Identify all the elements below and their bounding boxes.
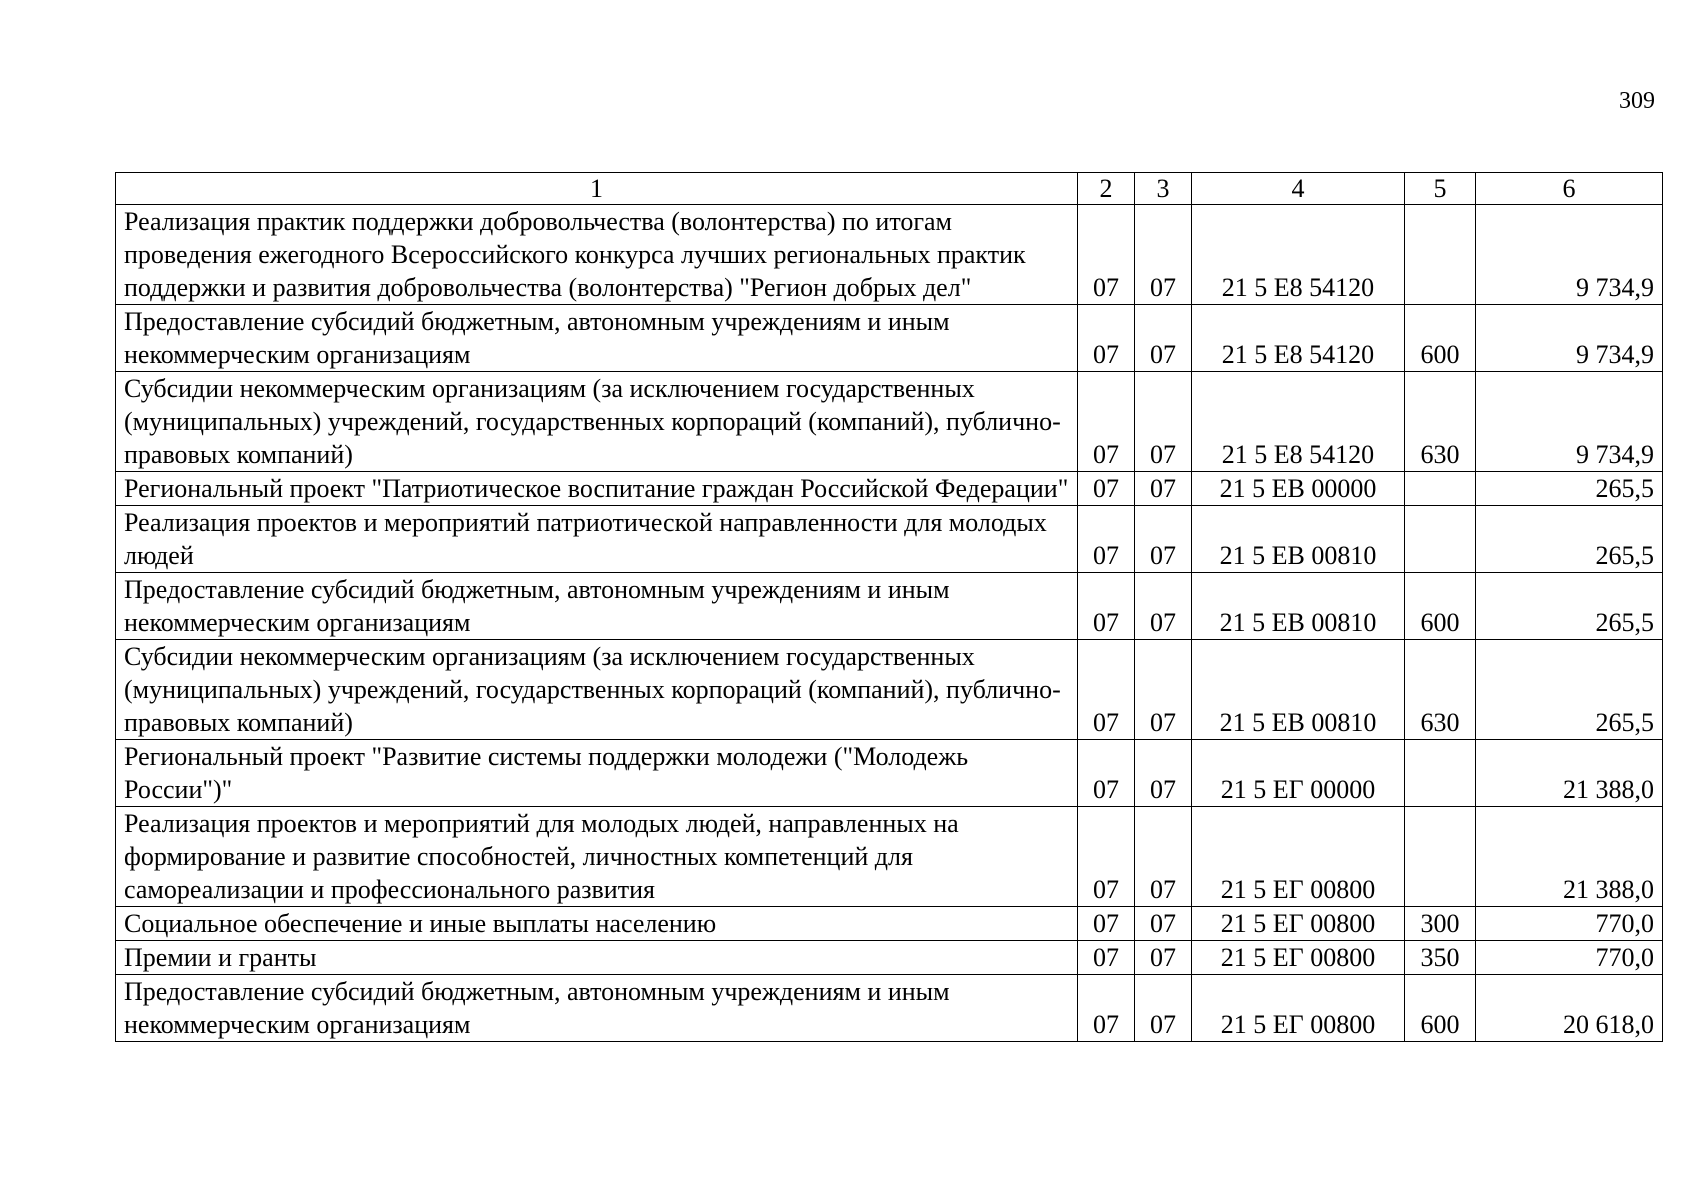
amount: 21 388,0 (1476, 740, 1663, 807)
expense-type-code: 630 (1405, 372, 1476, 472)
section-code: 07 (1078, 305, 1135, 372)
header-col-3: 3 (1135, 173, 1192, 205)
page-number: 309 (1619, 88, 1655, 114)
subsection-code: 07 (1135, 472, 1192, 506)
target-article-code: 21 5 ЕГ 00000 (1192, 740, 1405, 807)
target-article-code: 21 5 ЕГ 00800 (1192, 975, 1405, 1042)
target-article-code: 21 5 Е8 54120 (1192, 205, 1405, 305)
table-row (116, 907, 1663, 941)
subsection-code: 07 (1135, 740, 1192, 807)
row-name: Предоставление субсидий бюджетным, автономным учреждениям и иным некоммерческим организациям (116, 305, 1078, 372)
subsection-code: 07 (1135, 305, 1192, 372)
target-article-code: 21 5 ЕГ 00800 (1192, 941, 1405, 975)
table-row (116, 640, 1663, 740)
expense-type-code (1405, 740, 1476, 807)
table-row (116, 205, 1663, 305)
target-article-code: 21 5 ЕВ 00000 (1192, 472, 1405, 506)
subsection-code: 07 (1135, 975, 1192, 1042)
header-col-1: 1 (116, 173, 1078, 205)
section-code: 07 (1078, 907, 1135, 941)
row-name: Реализация проектов и мероприятий патриотической направленности для молодых людей (116, 506, 1078, 573)
target-article-code: 21 5 ЕВ 00810 (1192, 506, 1405, 573)
section-code: 07 (1078, 372, 1135, 472)
row-name: Премии и гранты (116, 941, 1078, 975)
header-col-4: 4 (1192, 173, 1405, 205)
target-article-code: 21 5 ЕГ 00800 (1192, 907, 1405, 941)
row-name: Предоставление субсидий бюджетным, автономным учреждениям и иным некоммерческим организациям (116, 573, 1078, 640)
header-col-5: 5 (1405, 173, 1476, 205)
expense-type-code: 600 (1405, 975, 1476, 1042)
amount: 20 618,0 (1476, 975, 1663, 1042)
amount: 265,5 (1476, 640, 1663, 740)
subsection-code: 07 (1135, 205, 1192, 305)
expense-type-code (1405, 205, 1476, 305)
amount: 265,5 (1476, 573, 1663, 640)
row-name: Региональный проект "Развитие системы поддержки молодежи ("Молодежь России")" (116, 740, 1078, 807)
section-code: 07 (1078, 740, 1135, 807)
section-code: 07 (1078, 640, 1135, 740)
row-name: Региональный проект "Патриотическое воспитание граждан Российской Федерации" (116, 472, 1078, 506)
section-code: 07 (1078, 807, 1135, 907)
section-code: 07 (1078, 472, 1135, 506)
amount: 9 734,9 (1476, 372, 1663, 472)
amount: 9 734,9 (1476, 305, 1663, 372)
amount: 770,0 (1476, 907, 1663, 941)
section-code: 07 (1078, 573, 1135, 640)
row-name: Предоставление субсидий бюджетным, автономным учреждениям и иным некоммерческим организациям (116, 975, 1078, 1042)
table-row (116, 372, 1663, 472)
table-row (116, 305, 1663, 372)
expense-type-code: 630 (1405, 640, 1476, 740)
expense-type-code: 350 (1405, 941, 1476, 975)
subsection-code: 07 (1135, 807, 1192, 907)
subsection-code: 07 (1135, 573, 1192, 640)
table-row (116, 506, 1663, 573)
expense-type-code (1405, 472, 1476, 506)
budget-table (115, 172, 1663, 1042)
expense-type-code: 300 (1405, 907, 1476, 941)
row-name: Реализация практик поддержки добровольчества (волонтерства) по итогам проведения ежегодного Всероссийского конкурса лучших региональных практик поддержки и развития добровольчества (волонтерства) "Регион добрых дел" (116, 205, 1078, 305)
row-name: Субсидии некоммерческим организациям (за исключением государственных (муниципальных) учреждений, государственных корпораций (компаний), публично-правовых компаний) (116, 372, 1078, 472)
table-row (116, 573, 1663, 640)
header-row (116, 173, 1663, 205)
subsection-code: 07 (1135, 372, 1192, 472)
target-article-code: 21 5 ЕВ 00810 (1192, 640, 1405, 740)
section-code: 07 (1078, 941, 1135, 975)
section-code: 07 (1078, 975, 1135, 1042)
table-row (116, 740, 1663, 807)
subsection-code: 07 (1135, 907, 1192, 941)
row-name: Социальное обеспечение и иные выплаты населению (116, 907, 1078, 941)
row-name: Реализация проектов и мероприятий для молодых людей, направленных на формирование и развитие способностей, личностных компетенций для самореализации и профессионального развития (116, 807, 1078, 907)
amount: 9 734,9 (1476, 205, 1663, 305)
header-col-2: 2 (1078, 173, 1135, 205)
target-article-code: 21 5 Е8 54120 (1192, 305, 1405, 372)
amount: 265,5 (1476, 472, 1663, 506)
section-code: 07 (1078, 205, 1135, 305)
row-name: Субсидии некоммерческим организациям (за исключением государственных (муниципальных) учреждений, государственных корпораций (компаний), публично-правовых компаний) (116, 640, 1078, 740)
header-col-6: 6 (1476, 173, 1663, 205)
expense-type-code (1405, 807, 1476, 907)
table-row (116, 975, 1663, 1042)
section-code: 07 (1078, 506, 1135, 573)
expense-type-code (1405, 506, 1476, 573)
target-article-code: 21 5 Е8 54120 (1192, 372, 1405, 472)
subsection-code: 07 (1135, 640, 1192, 740)
expense-type-code: 600 (1405, 573, 1476, 640)
amount: 770,0 (1476, 941, 1663, 975)
table-row (116, 472, 1663, 506)
expense-type-code: 600 (1405, 305, 1476, 372)
amount: 21 388,0 (1476, 807, 1663, 907)
target-article-code: 21 5 ЕГ 00800 (1192, 807, 1405, 907)
table-row (116, 807, 1663, 907)
subsection-code: 07 (1135, 941, 1192, 975)
amount: 265,5 (1476, 506, 1663, 573)
target-article-code: 21 5 ЕВ 00810 (1192, 573, 1405, 640)
subsection-code: 07 (1135, 506, 1192, 573)
table-row (116, 941, 1663, 975)
